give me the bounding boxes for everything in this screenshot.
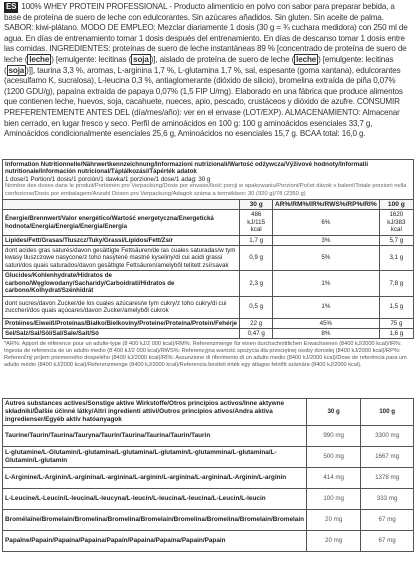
substance-per-100g: 1667 mg [361, 447, 414, 468]
substance-label: Taurine/Taurin/Taurina/Tauryna/Taurín/Taurina/Taurina/Taurin/Taurin [3, 426, 307, 447]
nutrient-label: dont acides gras saturés/davon gesättigte Fettsäuren/de las cuales saturadas/w tym kwasy tłuszczowe nasycone/z toho nasýtené mastné kyseliny/di cui acidi grassi saturi/dos quais saturados/davon gesättigte Fettsäuren/amelyből telített zsírsavak [3, 246, 240, 271]
nutrition-row [3, 328, 414, 338]
value-per-100g: 1,5 g [379, 296, 413, 318]
substance-per-30g: 100 mg [307, 489, 361, 510]
actives-header-row [3, 399, 414, 426]
substance-label: L-Leucine/L-Leucin/L-leucina/L-leucyna/L-leucín/L-leucina/L-leucina/L-Leucin/L-leucin [3, 489, 307, 510]
serving-size-text: 1 dose/1 Portion/1 dosis/1 porción/1 dawka/1 porzione/1 dose/1 adag: 30 g [5, 175, 211, 183]
nutrition-title: Information Nutritionnelle/Nährwertkennzeichnung/Informazioni nutrizionali/Wartość odżywcza/Výživové hodnoty/Informatii nutritionale/Información nutricional/Táplálkozási/Tápérték adatok [5, 161, 369, 176]
nutrient-label: Énergie/Brennwert/Valor energético/Wartość energetyczna/Energetická hodnota/Energia/Energia/Energia/Energia [3, 210, 240, 235]
substance-per-100g: 67 mg [361, 510, 414, 531]
language-code-badge: ES [6, 2, 17, 11]
nutrition-title-row [3, 160, 414, 200]
substance-per-30g: 20 mg [307, 510, 361, 531]
nutrition-row [3, 318, 414, 328]
active-substance-row [3, 468, 414, 489]
actives-100g-header: 100 g [361, 399, 414, 426]
active-substances-table [2, 398, 414, 552]
product-description [0, 0, 416, 159]
value-per-30g: 0,5 g [240, 296, 273, 318]
allergen-highlight: soja [133, 54, 149, 64]
value-per-100g: 7,8 g [379, 271, 413, 296]
actives-title: Autres substances actives/Sonstige aktive Wirkstoffe/Otros principios activos/Inne aktywne składniki/Ďalšie účinné látky/Altri ingredienti attivi/Outros princípios ativos/Andra aktiva ingredienser/Egyéb aktív hatóanyagok [3, 399, 307, 426]
nutrient-col-header [3, 200, 240, 210]
description-text-3: )], aislado de proteína de suero de leche ( [150, 54, 295, 64]
active-substance-row [3, 426, 414, 447]
active-substance-row [3, 489, 414, 510]
allergen-highlight: leche [29, 54, 50, 64]
allergen-highlight: leche [296, 54, 317, 64]
value-per-30g: 0,9 g [240, 246, 273, 271]
substance-per-100g: 333 mg [361, 489, 414, 510]
substance-label: L-Arginine/L-Arginin/L-arginina/L-arginina/L-arginín/L-arginina/L-arginina/L-Arginin/L-arginin [3, 468, 307, 489]
nutrition-row [3, 271, 414, 296]
nutrient-label: Sel/Salz/Sal/Sól/Sal/Sale/Salt/Só [3, 328, 240, 338]
substance-label: Bromélaïne/Bromelain/Bromelina/Bromelina/Bromelaín/Bromelina/Bromelina/Bromelain/Bromelain [3, 510, 307, 531]
reference-intake-percent: 5% [273, 246, 380, 271]
substance-label: L-glutamine/L-Glutamin/L-glutamina/L-glutamina/L-glutamín/L-glutammina/L-glutamina/L-Glutamin/L-glutamin [3, 447, 307, 468]
value-per-30g: 2,3 g [240, 271, 273, 296]
reference-intake-percent: 45% [273, 318, 380, 328]
active-substance-rows [3, 426, 414, 552]
substance-per-30g: 414 mg [307, 468, 361, 489]
value-per-100g: 1,6 g [379, 328, 413, 338]
reference-intake-percent: 8% [273, 328, 380, 338]
per-30g-col-header: 30 g [240, 200, 273, 210]
value-per-30g: 1,7 g [240, 235, 273, 245]
nutrition-table [2, 159, 414, 339]
reference-intake-percent: 3% [273, 235, 380, 245]
nutrition-row [3, 210, 414, 235]
value-per-30g: 22 g [240, 318, 273, 328]
active-substance-row [3, 510, 414, 531]
nutrition-row [3, 246, 414, 271]
nutrition-row [3, 296, 414, 318]
nutrient-label: Lipides/Fett/Grasas/Tłuszcz/Tuky/Grassi/Lípidos/Fett/Zsír [3, 235, 240, 245]
reference-intake-footnote: *AR%: Apport de référence pour un adulte-type (8 400 kJ/2 000 kcal)/RM%: Referenzmenge für einen durchschnittlichen Erwachsenen (8400 kJ/2000 kcal)/IR%: Ingesta de referencia de un adulto medio (8 400 kJ/2 000 kcal)/RWS%: Referencyjna wartość spożycia dla przeciętnej osoby dorosłej (8400 kJ/2000 kcal)/RP%: Referenčný príjem priemerného dospelého (8400 kJ/2000 kcal)/RI%: Assunzione di riferimento di un adulto medio (8400 kJ/2000 kcal)/Dose de referência para um adulto médio (8400 kJ/2000 kcal)/Referenzmenge (8400 kJ/2000 kcal)/Referencia beviteli érték egy átlagos felnőtt számára (8400 kJ/2000 kcal). [4, 341, 407, 369]
description-text-5: )]], taurina 3,3 %, aromas, L-arginina 1,7 %, L-glutamina 1,7 %, sal, espesante (goma xantana), edulcorantes (acesulfamo K, sucralosa), L-leucina 0,3 %, antiaglomerante (dióxido de silicio), bromelina extraída de piña 0,07% (1200 GDU/g), papaína extraída de papaya 0,07% (1,5 FIP U/mg). Elaborado en una fábrica que produce alimentos que contienen leche, huevos, soja, cacahuete, nueces, apio, pescado, crustáceos y dióxido de azufre. CONSUMIR PREFERENTEMENTE ANTES DEL (día/mes/año): ver en el envase (LOT/EXP). ALMACENAMIENTO: Almacenar bien cerrado, en lugar fresco y seco. Perfil de aminoácidos en 100 g: 100 g aminoácidos esenciales 33,7 g, Aminoácidos condicionalmente esenciales 25,6 g, Aminoácidos no esenciales 15,7 g. BCAA total: 16,0 g. [4, 65, 403, 139]
nutrient-label: Glucides/Kohlenhydrate/Hidratos de carbono/Węglowodany/Sacharidy/Carboidrati/Hidratos de carbono/Kolhydrat/Szénhidrát [3, 271, 240, 296]
nutrition-row [3, 235, 414, 245]
active-substance-row [3, 531, 414, 552]
reference-intake-percent: 1% [273, 296, 380, 318]
description-text-1: 100% WHEY PROTEIN PROFESSIONAL - Producto alimenticio en polvo con sabor para preparar bebida, a base de proteína de suero de leche con edulcorantes. Sin azúcares añadidos. Sin gluten. Sin aceite de palma. SABOR: kiwi-plátano. MODO DE EMPLEO: Mezclar diariamente 1 dosis (30 g = ¾ cuchara medidora) con 250 ml de agua. En días de entrenamiento tomar 1 dosis después del entrenamiento. En días de descanso tomar 1 dosis entre las comidas. INGREDIENTES: proteínas de suero de leche instantáneas 89 % [concentrado de proteína de suero de leche ( [4, 2, 408, 64]
substance-per-30g: 500 mg [307, 447, 361, 468]
reference-intake-percent: 6% [273, 210, 380, 235]
description-text-2: ) [emulgente: lecitinas ( [51, 54, 132, 64]
value-per-100g: 5,7 g [379, 235, 413, 245]
value-per-30g: 486 kJ/115 kcal [240, 210, 273, 235]
nutrient-label: Protéines/Eiweiß/Proteínas/Białko/Bielkoviny/Proteine/Proteína/Protein/Fehérje [3, 318, 240, 328]
value-per-100g: 75 g [379, 318, 413, 328]
substance-per-100g: 3300 mg [361, 426, 414, 447]
description-text-4: ) [emulgente: lecitinas ( [4, 54, 394, 75]
value-per-100g: 3,1 g [379, 246, 413, 271]
active-substance-row [3, 447, 414, 468]
reference-intake-percent: 1% [273, 271, 380, 296]
nutrition-header-row [3, 200, 414, 210]
nutrient-label: dont sucres/davon Zucker/de los cuales azúcares/w tym cukry/z toho cukry/di cui zuccheri/dos quais açúcares/davon Zucker/amelyből cukrok [3, 296, 240, 318]
reference-intake-col-header: AR%/RM%/IR%/RWS%/RP%/RI% [273, 200, 380, 210]
value-per-30g: 0,47 g [240, 328, 273, 338]
value-per-100g: 1620 kJ/383 kcal [379, 210, 413, 235]
substance-per-100g: 67 mg [361, 531, 414, 552]
substance-label: Papaïne/Papain/Papaína/Papaina/Papaín/Papaina/Papaína/Papain/Papain [3, 531, 307, 552]
actives-30g-header: 30 g [307, 399, 361, 426]
substance-per-100g: 1378 mg [361, 468, 414, 489]
substance-per-30g: 20 mg [307, 531, 361, 552]
nutrition-rows [3, 210, 414, 339]
substance-per-30g: 990 mg [307, 426, 361, 447]
per-100g-col-header: 100 g [379, 200, 413, 210]
servings-per-pack-text: Nombre des doses dans le produit/Portionen pro Verpackung/Dosis por envase/Ilość porcji w opakowaniu/Porzioni/Počet dávok v balení/Totale porzioni nella confezione/Dosis por embalagem/Anzahl Dosen pro Verpackung/Adagok száma a termékben: 30 (920 g)/78 (2350 g) [5, 183, 407, 197]
allergen-highlight: soja [8, 65, 25, 75]
